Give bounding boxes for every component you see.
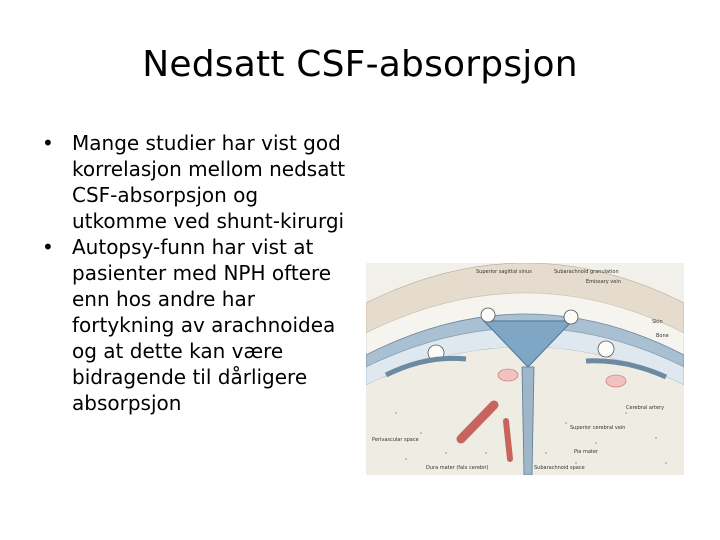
label-emissary-vein: Emissary vein [586, 279, 621, 285]
bullet-marker: • [42, 131, 54, 155]
granulation [564, 310, 578, 324]
anatomy-illustration [366, 263, 684, 475]
bullet-item [40, 130, 358, 234]
label-cerebral-artery: Cerebral artery [626, 405, 665, 411]
slide-title: Nedsatt CSF-absorpsjon [142, 44, 578, 85]
label-pia-mater: Pia mater [574, 449, 598, 455]
label-bone: Bone [656, 333, 669, 339]
label-perivascular-space: Perivascular space [372, 437, 419, 443]
label-superior-sagittal-sinus: Superior sagittal sinus [476, 269, 532, 275]
granulation [598, 341, 614, 357]
label-dura-mater: Dura mater (falx cerebri) [426, 465, 489, 471]
bullet-marker: • [42, 235, 54, 259]
label-subarachnoid-granulation: Subarachnoid granulation [554, 269, 619, 275]
bullet-text: Autopsy-funn har vist at pasienter med NPH oftere enn hos andre har fortykning av arachnoidea og at dette kan være bidragende til dårligere absorpsjon [72, 235, 336, 415]
label-subarachnoid-space: Subarachnoid space [534, 465, 585, 471]
bullet-list [40, 130, 358, 416]
cerebral-artery [506, 421, 510, 459]
perivascular-area [498, 369, 518, 381]
granulation [481, 308, 495, 322]
bullet-text: Mange studier har vist god korrelasjon mellom nedsatt CSF-absorpsjon og utkomme ved shunt-kirurgi [72, 131, 346, 233]
label-skin: Skin [652, 319, 663, 325]
meninges-diagram [366, 263, 684, 475]
label-superior-cerebral-vein: Superior cerebral vein [570, 425, 626, 431]
perivascular-area [606, 375, 626, 387]
falx-cerebri [522, 367, 534, 475]
bullet-item [40, 234, 358, 416]
